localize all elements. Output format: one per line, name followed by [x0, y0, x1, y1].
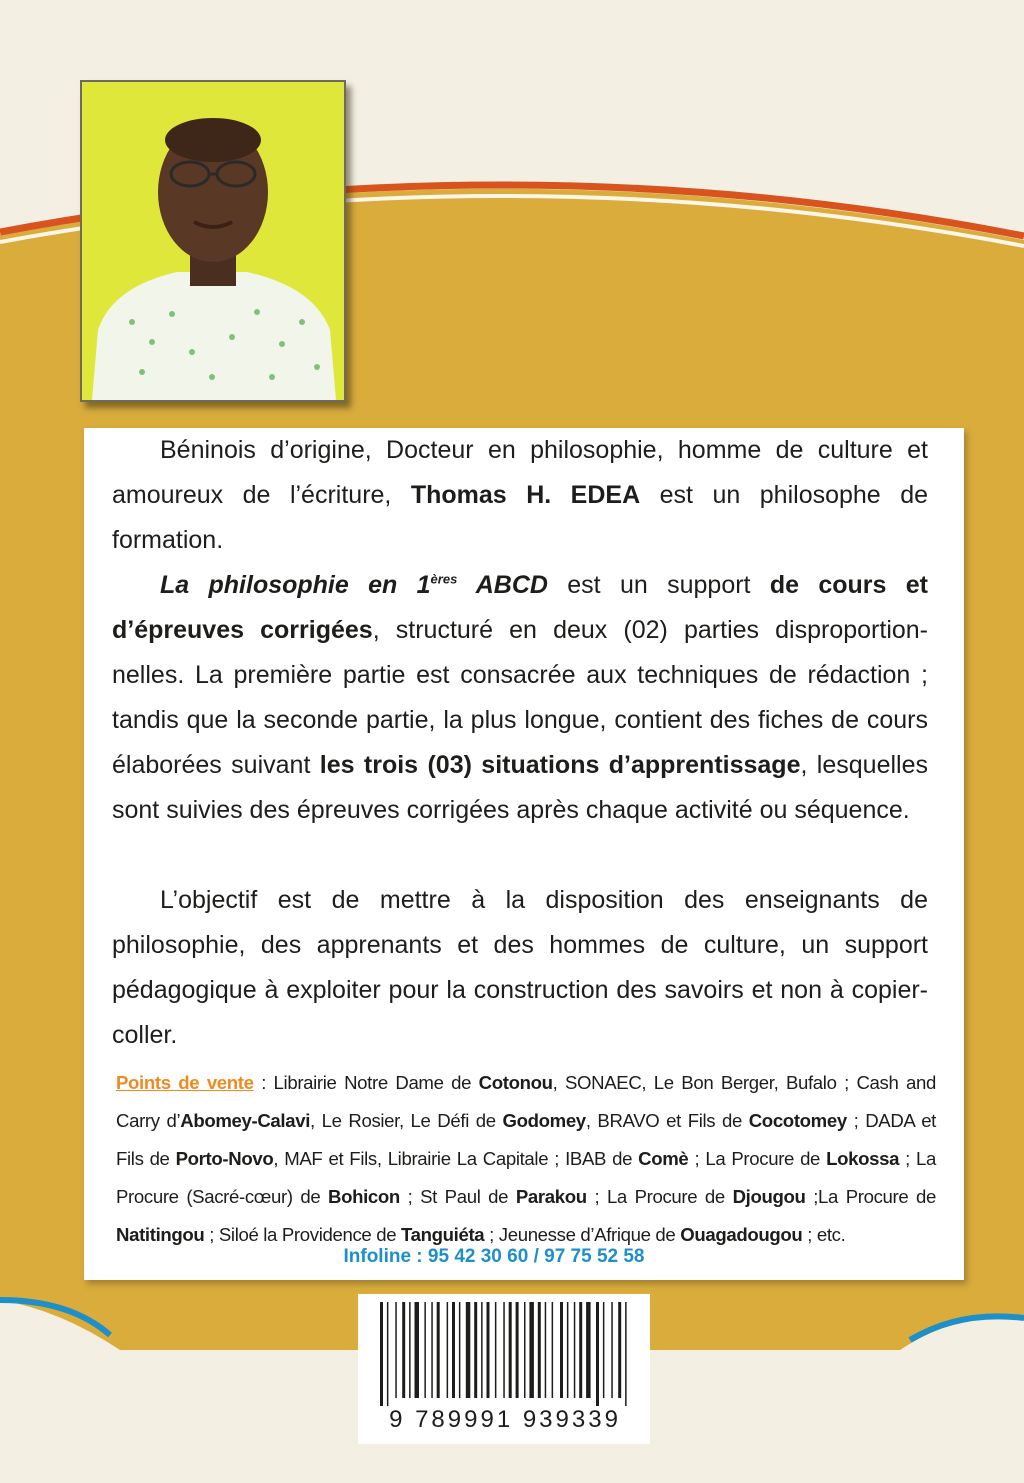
barcode-bar	[560, 1302, 563, 1398]
sales-city: Lokossa	[826, 1148, 900, 1169]
bio-text: , structuré en deux (02) parties disproportion-nelles. La première partie est consacrée aux techniques de rédaction ; tandis que la seconde partie, la plus longue, contient des fiches de cours élaborées suivant	[112, 616, 929, 779]
barcode-icon	[376, 1302, 632, 1406]
bio-highlight: les trois (03) situations d’apprentissage	[319, 751, 801, 779]
barcode-bar	[424, 1302, 426, 1398]
barcode-bar	[574, 1302, 576, 1398]
bio-text: L’objectif est de mettre à la disposition des enseignants de philosophie, des apprenants et des hommes de culture, un support pédagogique à exploiter pour la construction des savoirs et non à copier-coller.	[112, 886, 928, 1049]
sales-text: ; La Procure (Sacré-cœur) de	[116, 1148, 937, 1207]
barcode-bar	[552, 1302, 554, 1398]
sales-text: ; La Procure de	[688, 1148, 827, 1169]
sales-city: Cocotomey	[748, 1110, 847, 1131]
bio-paragraph-2	[112, 563, 928, 833]
barcode-bar	[447, 1302, 449, 1398]
barcode-bar	[431, 1302, 433, 1398]
bio-text: est un philosophe de formation.	[112, 481, 929, 554]
barcode-bar	[387, 1302, 389, 1406]
barcode-bar	[481, 1302, 483, 1398]
sales-city: Bohicon	[328, 1186, 400, 1207]
sales-text: ; etc.	[802, 1224, 846, 1245]
barcode-bar	[487, 1302, 490, 1398]
book-title: La philosophie en 1	[160, 571, 431, 599]
sales-city: Cotonou	[478, 1072, 553, 1093]
barcode-bar	[586, 1302, 591, 1398]
barcode-bar	[538, 1302, 541, 1398]
book-title-superscript: ères	[430, 571, 458, 587]
sales-text: ; Siloé la Providence de	[204, 1224, 402, 1245]
sales-text: ; St Paul de	[399, 1186, 516, 1207]
bio-text: Béninois d’origine, Docteur en philosophie, homme de culture et amoureux de l’écriture,	[112, 436, 928, 509]
sales-text: : Librairie Notre Dame de	[253, 1072, 479, 1093]
barcode-bar	[466, 1302, 471, 1398]
barcode-bar	[495, 1302, 497, 1398]
barcode-bar	[596, 1302, 599, 1406]
barcode-bar	[545, 1302, 547, 1398]
barcode-bar	[395, 1302, 397, 1398]
sales-city: Natitingou	[116, 1224, 205, 1245]
sales-text: ;La Procure de	[805, 1186, 937, 1207]
sales-points	[116, 1064, 936, 1254]
bio-paragraph-3	[112, 878, 928, 1058]
sales-text: , BRAVO et Fils de	[585, 1110, 749, 1131]
bio-text: , lesquelles sont suivies des épreuves corrigées après chaque activité ou séquence.	[112, 751, 928, 824]
barcode-bar	[618, 1302, 621, 1398]
barcode-bar	[452, 1302, 455, 1398]
sales-city: Ouagadougou	[680, 1224, 803, 1245]
bio-text: est un support	[547, 571, 770, 599]
sales-city: Abomey-Calavi	[180, 1110, 311, 1131]
sales-text: , Le Rosier, Le Défi de	[310, 1110, 503, 1131]
barcode-bar	[409, 1302, 411, 1398]
barcode-bar	[579, 1302, 582, 1398]
sales-text: ; La Procure de	[586, 1186, 733, 1207]
sales-city: Godomey	[502, 1110, 586, 1131]
isbn-number: 9 789991 939339	[389, 1406, 621, 1433]
sales-city: Parakou	[515, 1186, 587, 1207]
barcode-bar	[611, 1302, 613, 1398]
sales-city: Djougou	[732, 1186, 806, 1207]
author-photo	[80, 80, 346, 402]
barcode-bar	[380, 1302, 383, 1406]
sales-text: ; Jeunesse d’Afrique de	[484, 1224, 681, 1245]
sales-label: Points de vente	[116, 1072, 254, 1093]
barcode-bar	[567, 1302, 569, 1398]
barcode-bar	[474, 1302, 477, 1398]
sales-text: , SONAEC, Le Bon Berger, Bufalo ; Cash and Carry d’	[116, 1072, 937, 1131]
sales-text: ; DADA et Fils de	[116, 1110, 936, 1169]
author-portrait-icon	[82, 82, 344, 400]
barcode-bar	[402, 1302, 405, 1398]
barcode-bar	[524, 1302, 526, 1398]
sales-city: Comè	[638, 1148, 689, 1169]
isbn-barcode	[358, 1294, 650, 1444]
infoline: Infoline : 95 42 30 60 / 97 75 52 58	[343, 1246, 645, 1267]
barcode-bar	[503, 1302, 505, 1398]
bio-paragraph-1	[112, 428, 928, 563]
barcode-bar	[509, 1302, 512, 1398]
book-title-level: ABCD	[457, 571, 548, 599]
barcode-bar	[603, 1302, 605, 1398]
sales-text: , MAF et Fils, Librairie La Capitale ; IBAB de	[273, 1148, 639, 1169]
barcode-bar	[516, 1302, 519, 1398]
sales-city: Porto-Novo	[175, 1148, 274, 1169]
bio-highlight: de cours et d’épreuves corrigées	[112, 571, 929, 644]
sales-city: Tanguiéta	[401, 1224, 485, 1245]
barcode-bar	[415, 1302, 420, 1398]
barcode-bar	[459, 1302, 461, 1398]
barcode-bar	[625, 1302, 627, 1406]
description-panel	[84, 428, 964, 1280]
barcode-bar	[437, 1302, 440, 1398]
barcode-bar	[529, 1302, 534, 1398]
sales-list	[116, 1072, 936, 1245]
author-name: Thomas H. EDEA	[410, 481, 641, 509]
